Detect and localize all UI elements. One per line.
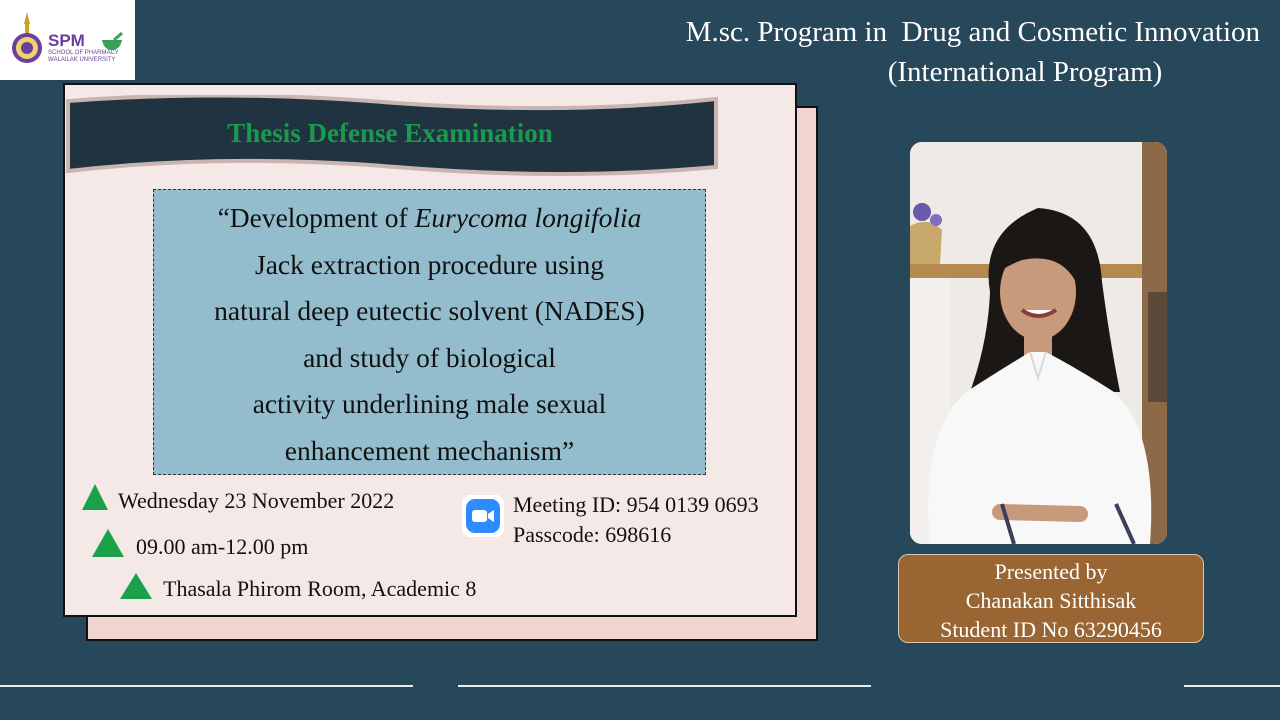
presenter-name: Chanakan Sitthisak — [965, 588, 1137, 613]
presenter-photo — [910, 142, 1167, 544]
event-venue: Thasala Phirom Room, Academic 8 — [163, 576, 477, 601]
thesis-title-box — [153, 189, 706, 475]
thesis-line-1 — [154, 195, 705, 242]
program-title-line1: M.sc. Program in Drug and Cosmetic Innovation — [685, 16, 1260, 48]
zoom-icon — [462, 495, 504, 537]
thesis-line-3: natural deep eutectic solvent (NADES) — [214, 295, 645, 326]
triangle-bullet-icon — [82, 484, 108, 510]
thesis-line-2: Jack extraction procedure using — [255, 248, 604, 280]
seal-icon — [10, 10, 44, 68]
pestle-icon — [100, 32, 124, 52]
logo-subtitle-line2: WALAILAK UNIVERSITY — [48, 57, 116, 63]
thesis-line-6: enhancement mechanism” — [284, 434, 575, 466]
logo-subtitle-line1: SCHOOL OF PHARMACY — [48, 50, 119, 56]
triangle-bullet-icon — [92, 529, 124, 557]
logo-name: SPM — [48, 31, 85, 50]
meeting-id: Meeting ID: 954 0139 0693 — [513, 492, 759, 517]
logo-subtitle — [48, 50, 128, 64]
triangle-bullet-icon — [120, 573, 152, 599]
event-time: 09.00 am-12.00 pm — [136, 534, 309, 559]
footer-divider — [1184, 685, 1280, 687]
program-title-line2: (International Program) — [887, 56, 1163, 88]
thesis-species-name: Eurycoma longifolia — [414, 202, 642, 233]
thesis-line-4: and study of biological — [303, 341, 556, 373]
banner-title: Thesis Defense Examination — [227, 118, 553, 148]
presenter-portrait — [910, 142, 1167, 544]
thesis-line-1-prefix: “Development of — [217, 202, 415, 233]
school-logo — [0, 0, 135, 80]
footer-divider — [458, 685, 871, 687]
meeting-passcode: Passcode: 698616 — [513, 522, 672, 547]
footer-divider — [0, 685, 413, 687]
program-title — [560, 12, 1260, 92]
presenter-box — [898, 554, 1204, 643]
event-date: Wednesday 23 November 2022 — [118, 488, 395, 513]
presented-by-label: Presented by — [994, 559, 1108, 584]
thesis-line-5: activity underlining male sexual — [252, 388, 607, 419]
presenter-student-id: Student ID No 63290456 — [940, 617, 1162, 642]
